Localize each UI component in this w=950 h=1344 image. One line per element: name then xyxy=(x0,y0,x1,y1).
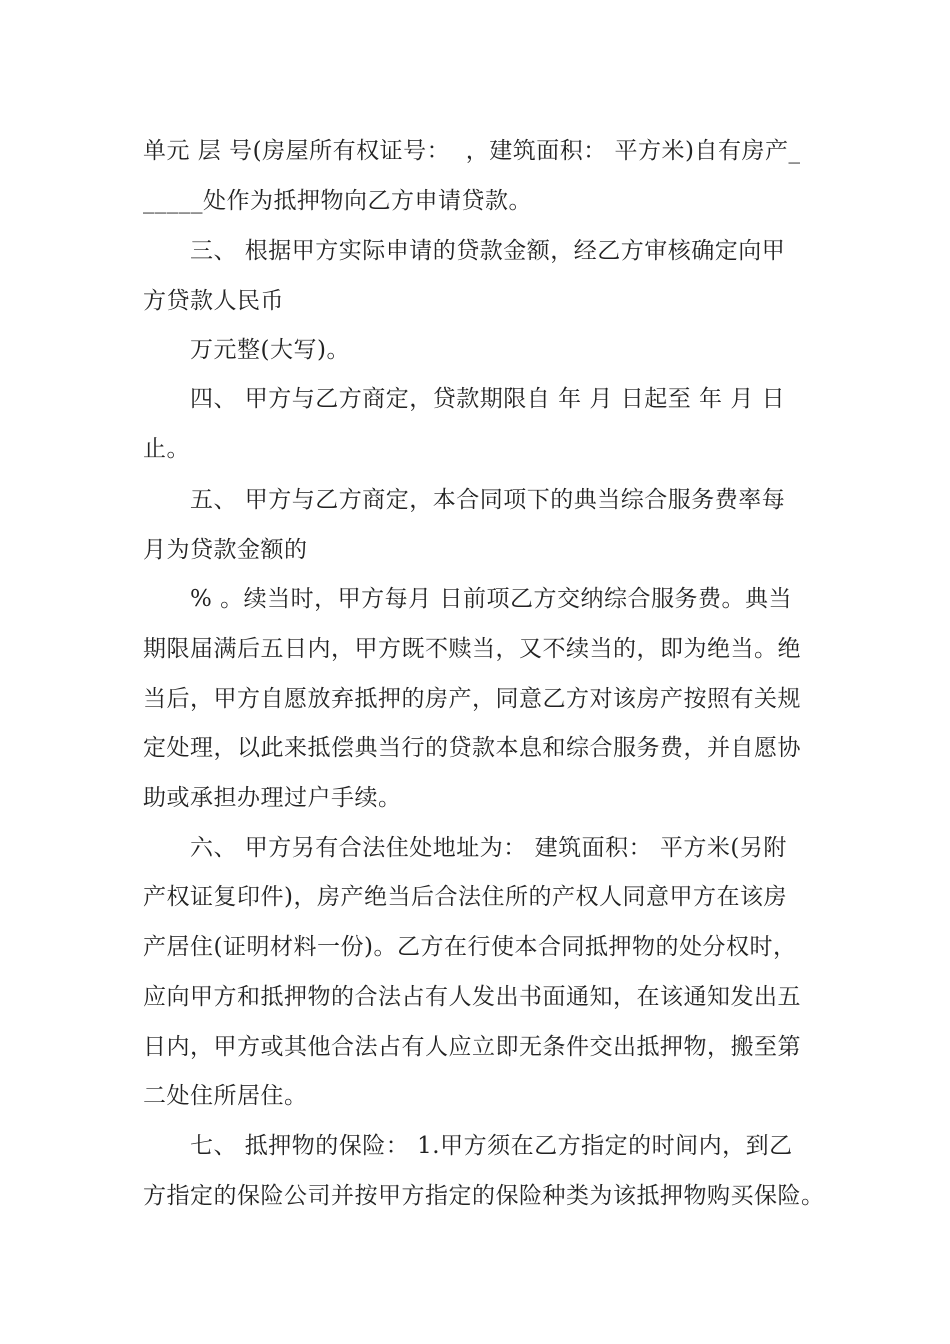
text-line: 月为贷款金额的 xyxy=(143,537,308,563)
text-line: 当后，甲方自愿放弃抵押的房产，同意乙方对该房产按照有关规 xyxy=(143,686,801,712)
text-line: 产权证复印件)，房产绝当后合法住所的产权人同意甲方在该房 xyxy=(143,884,787,910)
text-line: 日内，甲方或其他合法占有人应立即无条件交出抵押物，搬至第 xyxy=(143,1034,801,1060)
text-line: 万元整(大写)。 xyxy=(190,337,350,363)
text-line: 应向甲方和抵押物的合法占有人发出书面通知，在该通知发出五 xyxy=(143,984,801,1010)
text-line: 三、 根据甲方实际申请的贷款金额，经乙方审核确定向甲 xyxy=(190,238,786,264)
text-line: 二处住所居住。 xyxy=(143,1083,308,1109)
text-line: 助或承担办理过户手续。 xyxy=(143,785,402,811)
text-line: 方指定的保险公司并按甲方指定的保险种类为该抵押物购买保险。 xyxy=(143,1183,825,1209)
text-line: 七、 抵押物的保险： 1.甲方须在乙方指定的时间内，到乙 xyxy=(190,1133,793,1159)
text-line: % 。续当时，甲方每月 日前项乙方交纳综合服务费。典当 xyxy=(190,586,792,612)
text-line: 四、 甲方与乙方商定，贷款期限自 年 月 日起至 年 月 日 xyxy=(190,386,786,412)
text-line: 期限届满后五日内，甲方既不赎当，又不续当的，即为绝当。绝 xyxy=(143,636,801,662)
text-line: _____处作为抵押物向乙方申请贷款。 xyxy=(143,188,532,214)
text-line: 定处理，以此来抵偿典当行的贷款本息和综合服务费，并自愿协 xyxy=(143,735,801,761)
text-line: 止。 xyxy=(143,436,190,462)
text-line: 六、 甲方另有合法住处地址为： 建筑面积： 平方米(另附 xyxy=(190,835,787,861)
text-line: 方贷款人民币 xyxy=(143,288,284,314)
text-line: 产居住(证明材料一份)。乙方在行使本合同抵押物的处分权时， xyxy=(143,934,797,960)
text-line: 单元 层 号(房屋所有权证号： ，建筑面积： 平方米)自有房产_ xyxy=(143,138,801,164)
text-line: 五、 甲方与乙方商定，本合同项下的典当综合服务费率每 xyxy=(190,487,786,513)
